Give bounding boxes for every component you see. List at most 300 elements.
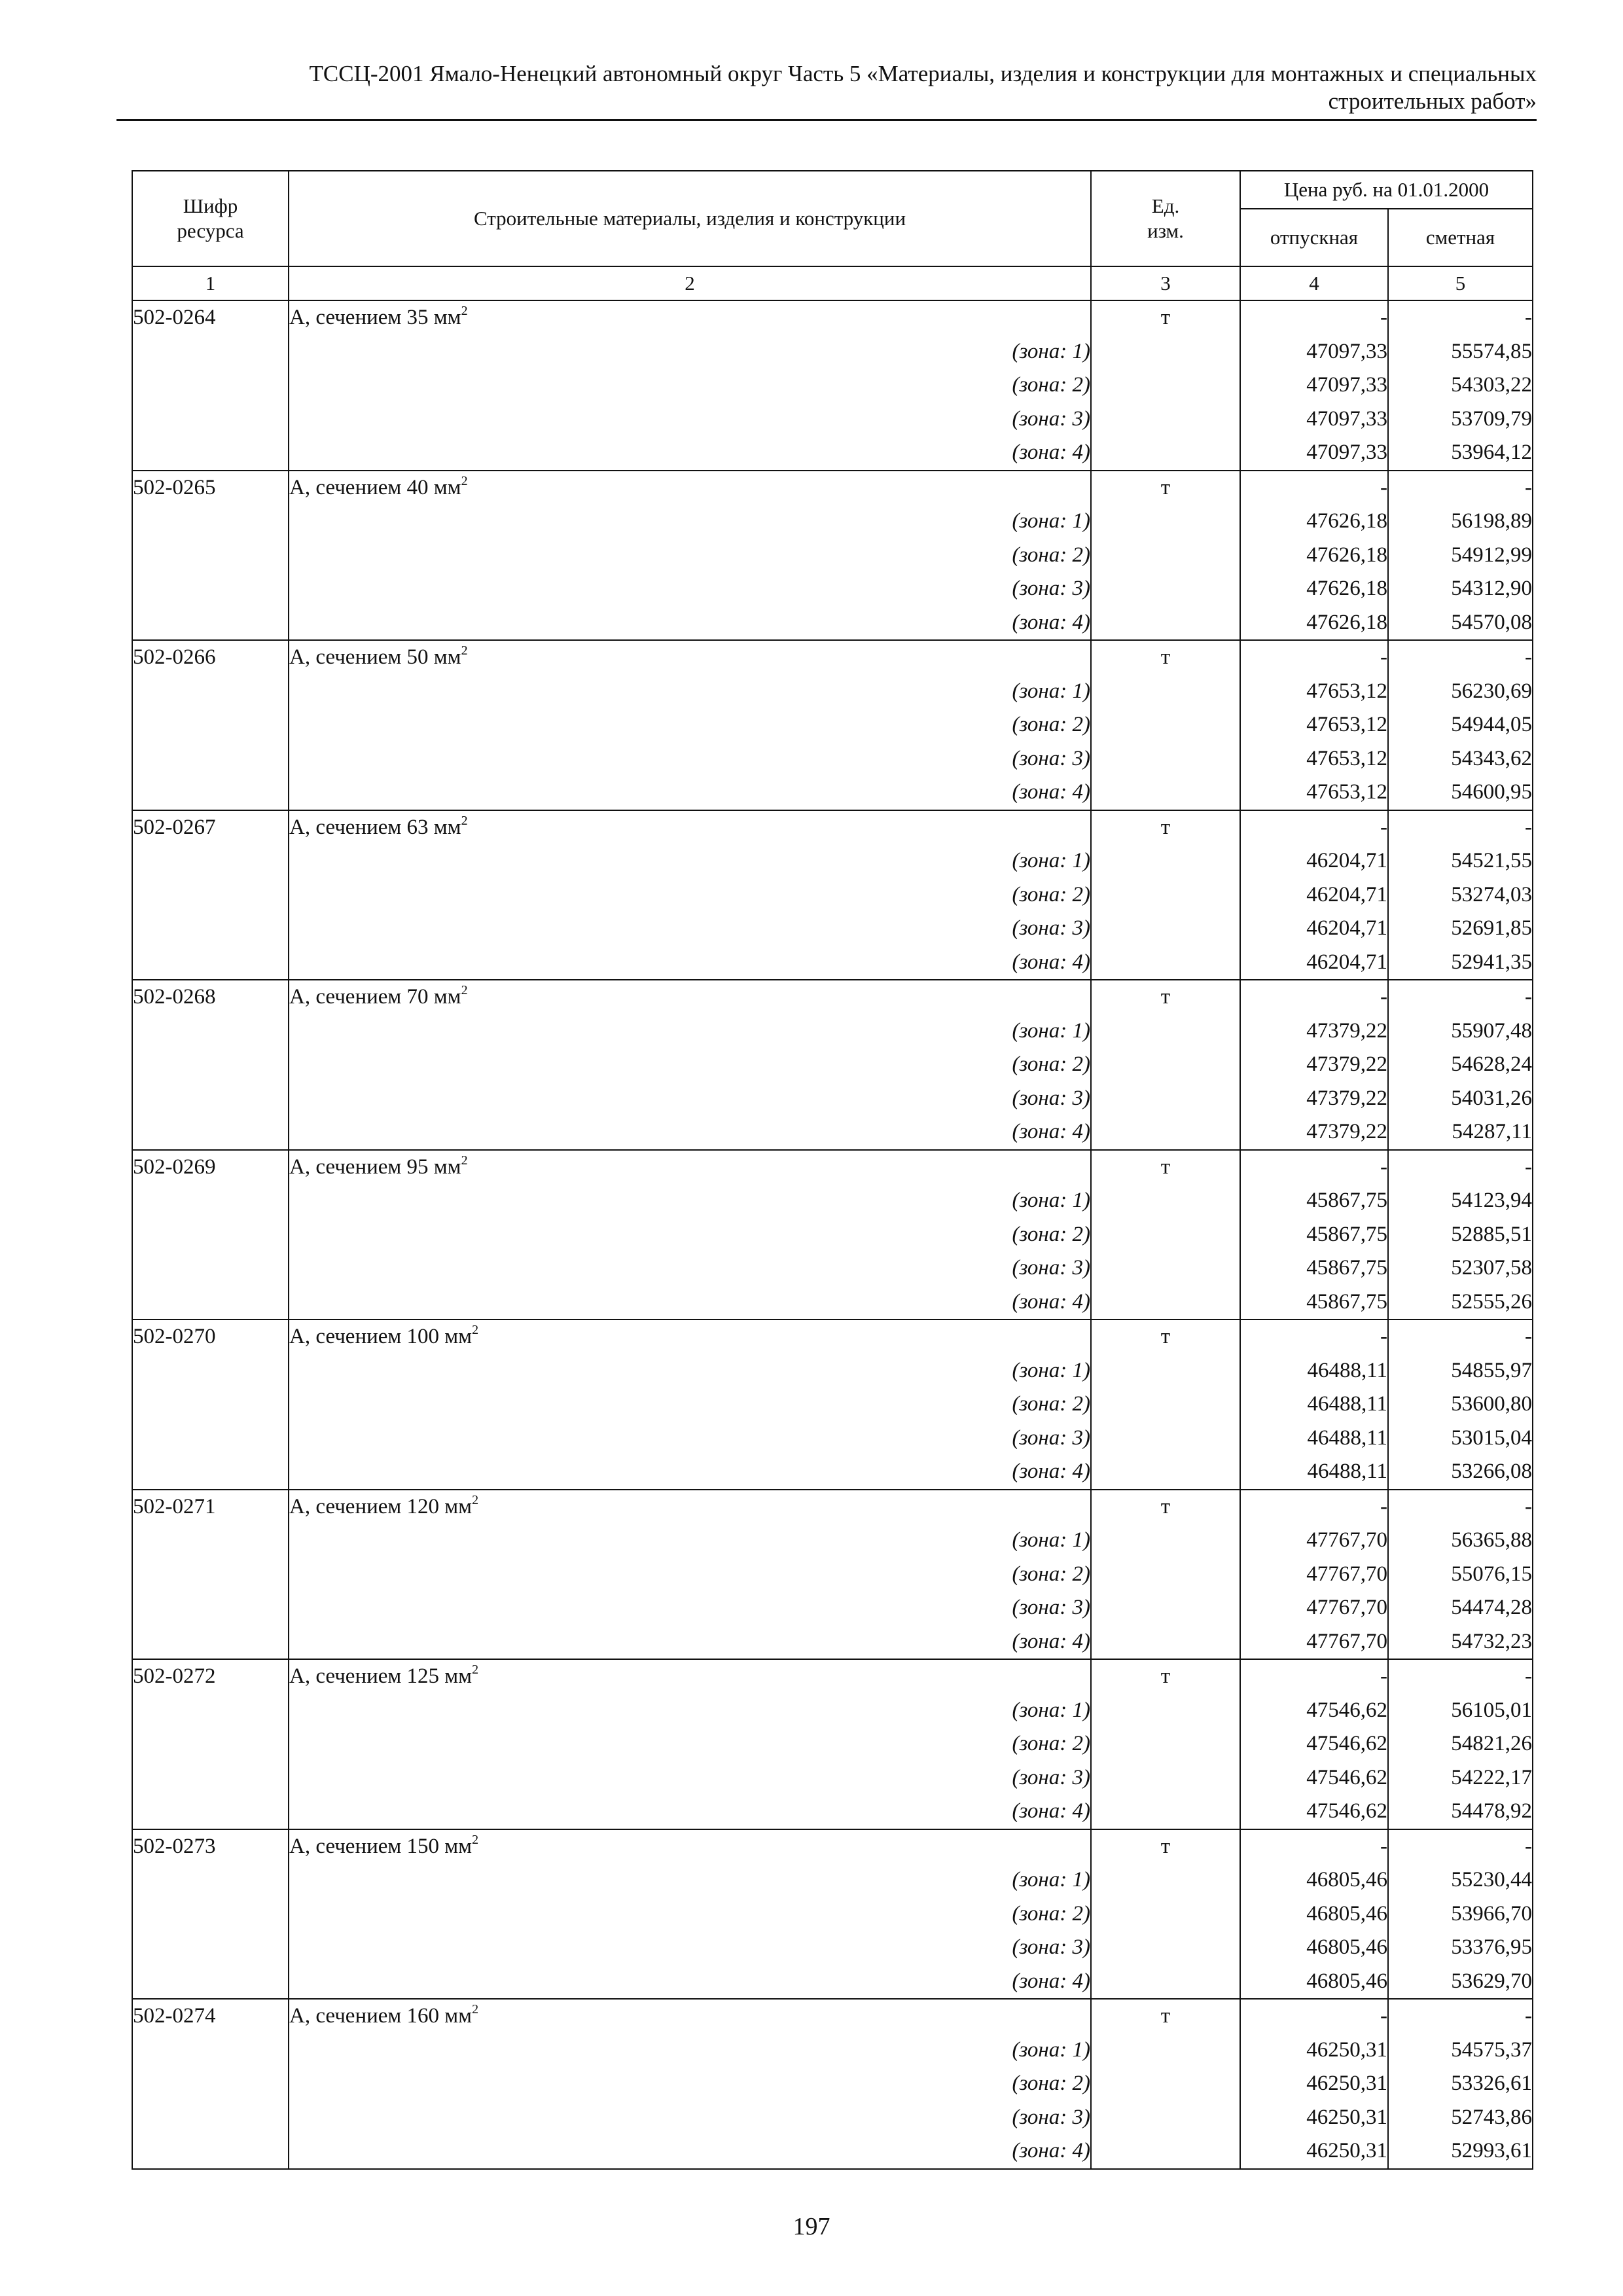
material-name-text: А, сечением 70 мм: [289, 985, 461, 1009]
zone-estimate-price: 52555,26: [1388, 1285, 1533, 1320]
unit-of-measure: т: [1091, 1829, 1240, 1864]
zone-estimate-price: 53629,70: [1388, 1965, 1533, 2000]
zone-estimate-price: 53326,61: [1388, 2067, 1533, 2101]
table-header: [132, 171, 1533, 300]
unit-empty: [1091, 2134, 1240, 2169]
zone-row: [132, 1727, 1533, 1761]
zone-label: (зона: 1): [289, 1354, 1091, 1388]
unit-empty: [1091, 2101, 1240, 2135]
zone-release-price: 45867,75: [1240, 1251, 1388, 1285]
material-name: [289, 1999, 1091, 2034]
resource-code-empty: [132, 1082, 289, 1116]
resource-code: 502-0271: [132, 1490, 289, 1524]
zone-label: (зона: 1): [289, 2034, 1091, 2068]
zone-release-price: 47379,22: [1240, 1115, 1388, 1150]
zone-release-price: 47767,70: [1240, 1524, 1388, 1558]
zone-label: (зона: 4): [289, 1455, 1091, 1490]
resource-code-empty: [132, 912, 289, 946]
estimate-price: -: [1388, 300, 1533, 335]
zone-row: [132, 1285, 1533, 1320]
table-row: [132, 640, 1533, 675]
zone-row: [132, 1524, 1533, 1558]
table-body: [132, 300, 1533, 2169]
unit-exponent: 2: [472, 1323, 479, 1337]
unit-empty: [1091, 2067, 1240, 2101]
release-price: -: [1240, 1319, 1388, 1354]
unit-exponent: 2: [461, 304, 468, 318]
zone-row: [132, 708, 1533, 742]
zone-label: (зона: 3): [289, 1422, 1091, 1456]
zone-estimate-price: 54123,94: [1388, 1184, 1533, 1218]
resource-code-empty: [132, 2101, 289, 2135]
estimate-price: -: [1388, 1999, 1533, 2034]
zone-row: [132, 1455, 1533, 1490]
col-name-header: Строительные материалы, изделия и конструкции: [289, 171, 1091, 266]
resource-code-empty: [132, 539, 289, 573]
unit-exponent: 2: [461, 643, 468, 658]
table-row: [132, 1150, 1533, 1185]
zone-release-price: 47546,62: [1240, 1694, 1388, 1728]
zone-row: [132, 368, 1533, 403]
zone-release-price: 46805,46: [1240, 1897, 1388, 1931]
zone-row: [132, 1422, 1533, 1456]
resource-code-empty: [132, 946, 289, 980]
resource-code-empty: [132, 1591, 289, 1625]
unit-empty: [1091, 1184, 1240, 1218]
page-number: 197: [793, 2213, 830, 2240]
material-name-text: А, сечением 95 мм: [289, 1155, 461, 1179]
resource-code-empty: [132, 1897, 289, 1931]
zone-release-price: 47626,18: [1240, 572, 1388, 606]
estimate-price: -: [1388, 1490, 1533, 1524]
zone-estimate-price: 52941,35: [1388, 946, 1533, 980]
zone-release-price: 47767,70: [1240, 1625, 1388, 1660]
zone-row: [132, 946, 1533, 980]
zone-estimate-price: 54628,24: [1388, 1048, 1533, 1082]
zone-label: (зона: 1): [289, 844, 1091, 878]
unit-empty: [1091, 539, 1240, 573]
unit-empty: [1091, 1965, 1240, 2000]
material-name-text: А, сечением 63 мм: [289, 815, 461, 839]
material-name-text: А, сечением 150 мм: [289, 1834, 473, 1858]
unit-empty: [1091, 403, 1240, 437]
unit-empty: [1091, 1014, 1240, 1049]
zone-label: (зона: 4): [289, 1625, 1091, 1660]
material-name: [289, 980, 1091, 1014]
zone-release-price: 47379,22: [1240, 1014, 1388, 1049]
unit-empty: [1091, 1354, 1240, 1388]
release-price: -: [1240, 471, 1388, 505]
zone-label: (зона: 4): [289, 1115, 1091, 1150]
estimate-price: -: [1388, 980, 1533, 1014]
resource-code-empty: [132, 1014, 289, 1049]
material-name-text: А, сечением 125 мм: [289, 1664, 473, 1688]
zone-estimate-price: 54031,26: [1388, 1082, 1533, 1116]
zone-estimate-price: 53600,80: [1388, 1388, 1533, 1422]
zone-release-price: 46805,46: [1240, 1965, 1388, 2000]
zone-estimate-price: 54474,28: [1388, 1591, 1533, 1625]
zone-row: [132, 2067, 1533, 2101]
material-name-text: А, сечением 50 мм: [289, 645, 461, 669]
zone-label: (зона: 1): [289, 505, 1091, 539]
zone-release-price: 46488,11: [1240, 1422, 1388, 1456]
unit-empty: [1091, 1761, 1240, 1795]
unit-exponent: 2: [472, 1832, 479, 1847]
zone-estimate-price: 54912,99: [1388, 539, 1533, 573]
col-number: 1: [132, 266, 289, 300]
unit-empty: [1091, 2034, 1240, 2068]
resource-code-empty: [132, 335, 289, 369]
zone-label: (зона: 4): [289, 1965, 1091, 2000]
col-number: 2: [289, 266, 1091, 300]
unit-empty: [1091, 1115, 1240, 1150]
header-rule: [116, 119, 1537, 121]
zone-estimate-price: 54944,05: [1388, 708, 1533, 742]
zone-label: (зона: 3): [289, 1591, 1091, 1625]
zone-label: (зона: 3): [289, 1761, 1091, 1795]
price-table: [132, 170, 1533, 2170]
resource-code-empty: [132, 2067, 289, 2101]
resource-code-empty: [132, 1625, 289, 1660]
zone-row: [132, 1897, 1533, 1931]
material-name-text: А, сечением 35 мм: [289, 306, 461, 329]
unit-empty: [1091, 844, 1240, 878]
unit-empty: [1091, 368, 1240, 403]
table-row: [132, 471, 1533, 505]
resource-code-empty: [132, 1184, 289, 1218]
resource-code-empty: [132, 1761, 289, 1795]
zone-label: (зона: 4): [289, 946, 1091, 980]
zone-release-price: 46488,11: [1240, 1354, 1388, 1388]
resource-code: 502-0270: [132, 1319, 289, 1354]
zone-estimate-price: 53274,03: [1388, 878, 1533, 912]
table-row: [132, 300, 1533, 335]
zone-row: [132, 1251, 1533, 1285]
zone-estimate-price: 55230,44: [1388, 1863, 1533, 1897]
zone-row: [132, 1558, 1533, 1592]
zone-estimate-price: 53266,08: [1388, 1455, 1533, 1490]
zone-release-price: 47379,22: [1240, 1082, 1388, 1116]
zone-label: (зона: 1): [289, 1184, 1091, 1218]
resource-code-empty: [132, 1524, 289, 1558]
resource-code-empty: [132, 368, 289, 403]
unit-empty: [1091, 1897, 1240, 1931]
material-name-text: А, сечением 120 мм: [289, 1494, 473, 1518]
zone-release-price: 46204,71: [1240, 878, 1388, 912]
resource-code-empty: [132, 2134, 289, 2169]
resource-code-empty: [132, 844, 289, 878]
zone-row: [132, 1388, 1533, 1422]
resource-code-empty: [132, 1218, 289, 1252]
table-row: [132, 1999, 1533, 2034]
unit-empty: [1091, 606, 1240, 641]
col-estimate-header: сметная: [1388, 209, 1533, 266]
zone-row: [132, 606, 1533, 641]
unit-of-measure: т: [1091, 980, 1240, 1014]
zone-label: (зона: 2): [289, 1218, 1091, 1252]
zone-estimate-price: 52691,85: [1388, 912, 1533, 946]
col-unit-header: Ед. изм.: [1091, 171, 1240, 266]
zone-estimate-price: 54575,37: [1388, 2034, 1533, 2068]
zone-label: (зона: 3): [289, 403, 1091, 437]
material-name-text: А, сечением 160 мм: [289, 2004, 473, 2028]
zone-release-price: 45867,75: [1240, 1184, 1388, 1218]
zone-estimate-price: 56198,89: [1388, 505, 1533, 539]
zone-row: [132, 776, 1533, 810]
material-name-text: А, сечением 40 мм: [289, 475, 461, 499]
resource-code-empty: [132, 505, 289, 539]
zone-release-price: 46805,46: [1240, 1863, 1388, 1897]
zone-label: (зона: 1): [289, 675, 1091, 709]
table-row: [132, 1659, 1533, 1694]
zone-estimate-price: 53966,70: [1388, 1897, 1533, 1931]
material-name: [289, 640, 1091, 675]
zone-release-price: 45867,75: [1240, 1285, 1388, 1320]
resource-code: 502-0266: [132, 640, 289, 675]
zone-label: (зона: 1): [289, 1694, 1091, 1728]
release-price: -: [1240, 1829, 1388, 1864]
zone-release-price: 47653,12: [1240, 742, 1388, 776]
release-price: -: [1240, 1659, 1388, 1694]
unit-empty: [1091, 742, 1240, 776]
unit-of-measure: т: [1091, 810, 1240, 845]
table-row: [132, 1829, 1533, 1864]
zone-label: (зона: 2): [289, 2067, 1091, 2101]
zone-release-price: 47097,33: [1240, 368, 1388, 403]
unit-empty: [1091, 1082, 1240, 1116]
resource-code-empty: [132, 776, 289, 810]
zone-release-price: 47097,33: [1240, 436, 1388, 471]
estimate-price: -: [1388, 640, 1533, 675]
resource-code: 502-0264: [132, 300, 289, 335]
zone-estimate-price: 54287,11: [1388, 1115, 1533, 1150]
col-release-header: отпускная: [1240, 209, 1388, 266]
unit-empty: [1091, 1388, 1240, 1422]
zone-label: (зона: 3): [289, 2101, 1091, 2135]
estimate-price: -: [1388, 471, 1533, 505]
zone-release-price: 46204,71: [1240, 912, 1388, 946]
release-price: -: [1240, 640, 1388, 675]
zone-row: [132, 2134, 1533, 2169]
zone-estimate-price: 55907,48: [1388, 1014, 1533, 1049]
material-name: [289, 1150, 1091, 1185]
col-number: 5: [1388, 266, 1533, 300]
unit-empty: [1091, 708, 1240, 742]
unit-exponent: 2: [472, 2002, 479, 2017]
col-price-header: Цена руб. на 01.01.2000: [1240, 171, 1533, 209]
zone-release-price: 47097,33: [1240, 403, 1388, 437]
resource-code-empty: [132, 708, 289, 742]
zone-label: (зона: 2): [289, 368, 1091, 403]
resource-code-empty: [132, 436, 289, 471]
resource-code: 502-0274: [132, 1999, 289, 2034]
resource-code-empty: [132, 2034, 289, 2068]
zone-label: (зона: 4): [289, 436, 1091, 471]
release-price: -: [1240, 1999, 1388, 2034]
zone-release-price: 46204,71: [1240, 946, 1388, 980]
zone-estimate-price: 54821,26: [1388, 1727, 1533, 1761]
resource-code-empty: [132, 742, 289, 776]
unit-empty: [1091, 1218, 1240, 1252]
unit-empty: [1091, 1591, 1240, 1625]
material-name: [289, 300, 1091, 335]
unit-empty: [1091, 335, 1240, 369]
zone-estimate-price: 54732,23: [1388, 1625, 1533, 1660]
unit-of-measure: т: [1091, 1999, 1240, 2034]
resource-code-empty: [132, 1795, 289, 1829]
zone-label: (зона: 4): [289, 1285, 1091, 1320]
unit-empty: [1091, 1727, 1240, 1761]
zone-release-price: 46250,31: [1240, 2034, 1388, 2068]
unit-empty: [1091, 1558, 1240, 1592]
zone-row: [132, 1795, 1533, 1829]
zone-estimate-price: 55076,15: [1388, 1558, 1533, 1592]
zone-estimate-price: 55574,85: [1388, 335, 1533, 369]
zone-row: [132, 1863, 1533, 1897]
zone-estimate-price: 52307,58: [1388, 1251, 1533, 1285]
zone-estimate-price: 53964,12: [1388, 436, 1533, 471]
zone-row: [132, 1218, 1533, 1252]
zone-label: (зона: 2): [289, 1388, 1091, 1422]
zone-estimate-price: 54478,92: [1388, 1795, 1533, 1829]
resource-code: 502-0265: [132, 471, 289, 505]
zone-label: (зона: 1): [289, 335, 1091, 369]
zone-release-price: 47626,18: [1240, 606, 1388, 641]
zone-release-price: 47546,62: [1240, 1727, 1388, 1761]
resource-code-empty: [132, 878, 289, 912]
unit-empty: [1091, 912, 1240, 946]
zone-label: (зона: 3): [289, 1931, 1091, 1965]
material-name: [289, 471, 1091, 505]
zone-release-price: 47097,33: [1240, 335, 1388, 369]
unit-empty: [1091, 1863, 1240, 1897]
zone-row: [132, 844, 1533, 878]
zone-label: (зона: 2): [289, 539, 1091, 573]
unit-empty: [1091, 675, 1240, 709]
zone-row: [132, 335, 1533, 369]
resource-code-empty: [132, 1727, 289, 1761]
material-name: [289, 1829, 1091, 1864]
header-line-1: ТССЦ-2001 Ямало-Ненецкий автономный округ Часть 5 «Материалы, изделия и конструкции для монтажных и специальных: [309, 61, 1537, 86]
zone-release-price: 46805,46: [1240, 1931, 1388, 1965]
zone-estimate-price: 52885,51: [1388, 1218, 1533, 1252]
resource-code-empty: [132, 1285, 289, 1320]
material-name: [289, 1319, 1091, 1354]
zone-label: (зона: 3): [289, 912, 1091, 946]
table-row: [132, 810, 1533, 845]
header-line-2: строительных работ»: [1328, 88, 1537, 114]
zone-label: (зона: 1): [289, 1524, 1091, 1558]
resource-code-empty: [132, 1694, 289, 1728]
zone-release-price: 47767,70: [1240, 1558, 1388, 1592]
resource-code: 502-0268: [132, 980, 289, 1014]
zone-release-price: 46488,11: [1240, 1455, 1388, 1490]
unit-of-measure: т: [1091, 471, 1240, 505]
zone-release-price: 47653,12: [1240, 708, 1388, 742]
zone-label: (зона: 4): [289, 776, 1091, 810]
zone-label: (зона: 2): [289, 878, 1091, 912]
zone-release-price: 46488,11: [1240, 1388, 1388, 1422]
zone-row: [132, 1965, 1533, 2000]
zone-row: [132, 1694, 1533, 1728]
zone-label: (зона: 2): [289, 1727, 1091, 1761]
zone-label: (зона: 1): [289, 1863, 1091, 1897]
unit-exponent: 2: [472, 1492, 479, 1507]
zone-release-price: 46250,31: [1240, 2101, 1388, 2135]
resource-code: 502-0269: [132, 1150, 289, 1185]
resource-code-empty: [132, 1965, 289, 2000]
zone-release-price: 47546,62: [1240, 1795, 1388, 1829]
zone-release-price: 47767,70: [1240, 1591, 1388, 1625]
release-price: -: [1240, 1150, 1388, 1185]
zone-release-price: 46250,31: [1240, 2067, 1388, 2101]
zone-row: [132, 505, 1533, 539]
unit-of-measure: т: [1091, 640, 1240, 675]
resource-code-empty: [132, 1048, 289, 1082]
unit-exponent: 2: [461, 983, 468, 997]
zone-row: [132, 1014, 1533, 1049]
zone-row: [132, 1354, 1533, 1388]
unit-empty: [1091, 1251, 1240, 1285]
estimate-price: -: [1388, 810, 1533, 845]
zone-label: (зона: 3): [289, 1082, 1091, 1116]
resource-code-empty: [132, 606, 289, 641]
zone-row: [132, 1184, 1533, 1218]
col-code-header: Шифр ресурса: [132, 171, 289, 266]
zone-row: [132, 1082, 1533, 1116]
table-row: [132, 1490, 1533, 1524]
zone-release-price: 47379,22: [1240, 1048, 1388, 1082]
estimate-price: -: [1388, 1319, 1533, 1354]
resource-code-empty: [132, 675, 289, 709]
zone-label: (зона: 4): [289, 1795, 1091, 1829]
zone-row: [132, 572, 1533, 606]
unit-empty: [1091, 1694, 1240, 1728]
zone-label: (зона: 2): [289, 1558, 1091, 1592]
zone-label: (зона: 2): [289, 1897, 1091, 1931]
zone-row: [132, 742, 1533, 776]
zone-estimate-price: 53376,95: [1388, 1931, 1533, 1965]
release-price: -: [1240, 810, 1388, 845]
material-name: [289, 810, 1091, 845]
unit-exponent: 2: [461, 813, 468, 828]
zone-row: [132, 2101, 1533, 2135]
resource-code-empty: [132, 1863, 289, 1897]
resource-code-empty: [132, 1354, 289, 1388]
resource-code-empty: [132, 1388, 289, 1422]
zone-row: [132, 1115, 1533, 1150]
resource-code-empty: [132, 1115, 289, 1150]
release-price: -: [1240, 1490, 1388, 1524]
unit-empty: [1091, 776, 1240, 810]
zone-row: [132, 878, 1533, 912]
unit-exponent: 2: [461, 473, 468, 488]
release-price: -: [1240, 980, 1388, 1014]
zone-row: [132, 539, 1533, 573]
estimate-price: -: [1388, 1659, 1533, 1694]
resource-code: 502-0273: [132, 1829, 289, 1864]
zone-row: [132, 403, 1533, 437]
unit-of-measure: т: [1091, 300, 1240, 335]
zone-row: [132, 1931, 1533, 1965]
zone-row: [132, 2034, 1533, 2068]
zone-estimate-price: 54343,62: [1388, 742, 1533, 776]
zone-release-price: 47546,62: [1240, 1761, 1388, 1795]
unit-empty: [1091, 1524, 1240, 1558]
zone-estimate-price: 54521,55: [1388, 844, 1533, 878]
unit-empty: [1091, 1795, 1240, 1829]
zone-label: (зона: 3): [289, 572, 1091, 606]
